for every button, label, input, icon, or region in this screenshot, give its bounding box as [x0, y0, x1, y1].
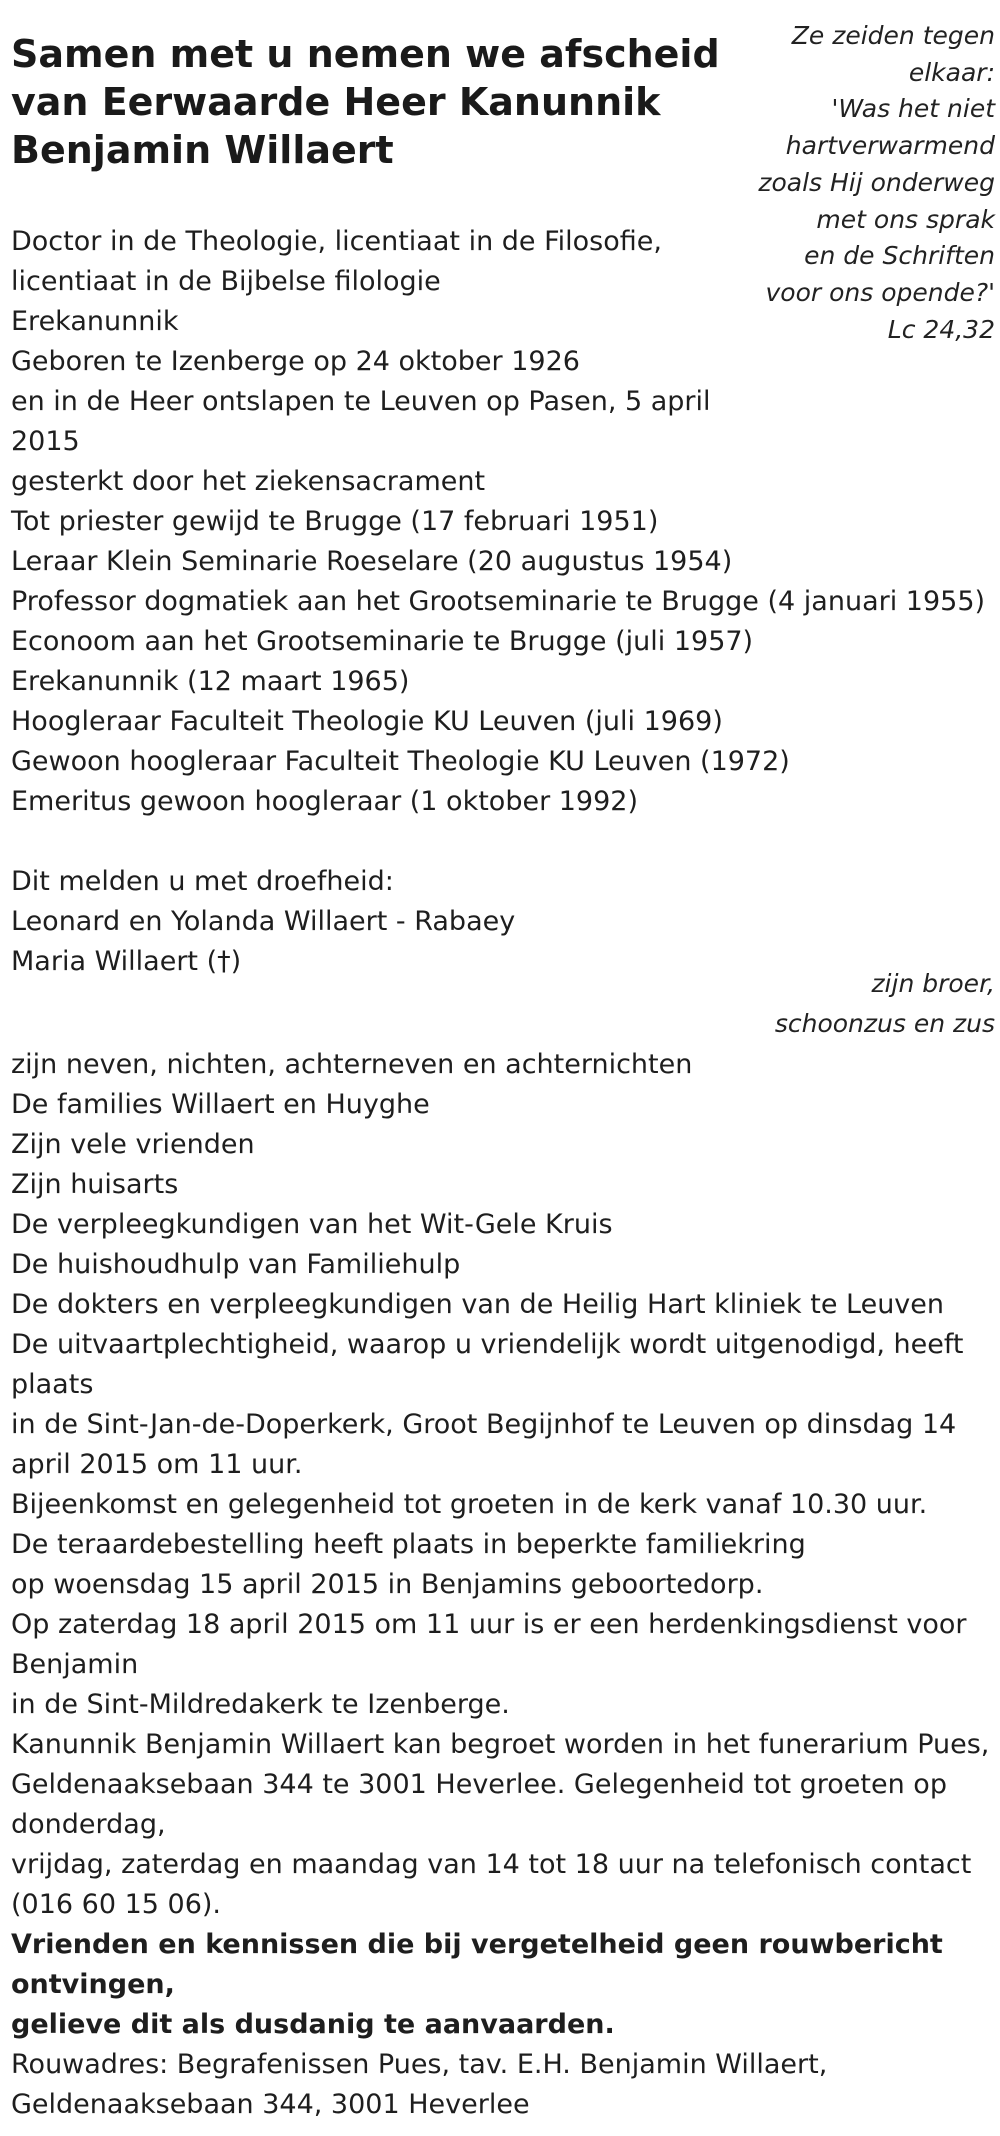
biography-line: Professor dogmatiek aan het Grootseminarie te Brugge (4 januari 1955): [11, 586, 986, 617]
biography-line: 2015: [11, 426, 80, 457]
closing-line: zijn neven, nichten, achterneven en achternichten: [11, 1049, 693, 1080]
closing-line: De dokters en verpleegkundigen van de Heilig Hart kliniek te Leuven: [11, 1289, 945, 1320]
quote-line: zoals Hij onderweg: [758, 167, 995, 197]
quote-reference: Lc 24,32: [887, 314, 995, 344]
biography-line: Doctor in de Theologie, licentiaat in de Filosofie,: [11, 226, 662, 257]
closing-line: Kanunnik Benjamin Willaert kan begroet worden in het funerarium Pues,: [11, 1729, 990, 1760]
closing-line: op woensdag 15 april 2015 in Benjamins geboortedorp.: [11, 1569, 764, 1600]
bible-quote: [665, 18, 995, 348]
closing-line: april 2015 om 11 uur.: [11, 1449, 303, 1480]
notice-line: gelieve dit als dusdanig te aanvaarden.: [11, 2009, 615, 2040]
closing-line: Zijn huisarts: [11, 1169, 179, 1200]
biography-line: Econoom aan het Grootseminarie te Brugge (juli 1957): [11, 626, 754, 657]
closing-line: Bijeenkomst en gelegenheid tot groeten in de kerk vanaf 10.30 uur.: [11, 1489, 928, 1520]
biography-line: gesterkt door het ziekensacrament: [11, 466, 486, 497]
closing-line: Geldenaaksebaan 344 te 3001 Heverlee. Gelegenheid tot groeten op: [11, 1769, 947, 1800]
notice-line: ontvingen,: [11, 1969, 175, 2000]
family-relation: [775, 964, 995, 1044]
biography-line: Emeritus gewoon hoogleraar (1 oktober 1992): [11, 786, 638, 817]
quote-line: met ons sprak: [816, 204, 995, 234]
title-line: Samen met u nemen we afscheid: [11, 32, 720, 76]
address-line: Rouwadres: Begrafenissen Pues, tav. E.H. Benjamin Willaert,: [11, 2049, 828, 2080]
closing-line: (016 60 15 06).: [11, 1889, 222, 1920]
closing-line: De uitvaartplechtigheid, waarop u vriendelijk wordt uitgenodigd, heeft: [11, 1329, 964, 1360]
closing-line: vrijdag, zaterdag en maandag van 14 tot 18 uur na telefonisch contact: [11, 1849, 972, 1880]
quote-line: 'Was het niet: [831, 94, 995, 124]
biography-line: Geboren te Izenberge op 24 oktober 1926: [11, 346, 580, 377]
closing-line: De families Willaert en Huyghe: [11, 1089, 430, 1120]
closing-line: donderdag,: [11, 1809, 166, 1840]
quote-line: elkaar:: [908, 57, 995, 87]
biography-line: Leraar Klein Seminarie Roeselare (20 augustus 1954): [11, 546, 733, 577]
relation-line: zijn broer,: [871, 969, 995, 998]
closing-line: Zijn vele vrienden: [11, 1129, 255, 1160]
page-title: [11, 30, 720, 174]
quote-line: Ze zeiden tegen: [791, 21, 995, 50]
closing-line: De huishoudhulp van Familiehulp: [11, 1249, 461, 1280]
notice-line: Vrienden en kennissen die bij vergetelheid geen rouwbericht: [11, 1929, 943, 1960]
closing-line: in de Sint-Mildredakerk te Izenberge.: [11, 1689, 510, 1720]
biography-line: en in de Heer ontslapen te Leuven op Pasen, 5 april: [11, 386, 711, 417]
biography-line: Gewoon hoogleraar Faculteit Theologie KU Leuven (1972): [11, 746, 790, 777]
announcement-intro: Dit melden u met droefheid:: [11, 866, 394, 897]
biography-line: Hoogleraar Faculteit Theologie KU Leuven (juli 1969): [11, 706, 723, 737]
title-line: Benjamin Willaert: [11, 128, 394, 172]
closing-line: Op zaterdag 18 april 2015 om 11 uur is er een herdenkingsdienst voor: [11, 1609, 967, 1640]
closing-line: Benjamin: [11, 1649, 139, 1680]
closing-line: De teraardebestelling heeft plaats in beperkte familiekring: [11, 1529, 806, 1560]
biography-line: Erekanunnik (12 maart 1965): [11, 666, 410, 697]
quote-line: en de Schriften: [804, 241, 995, 271]
family-line: Leonard en Yolanda Willaert - Rabaey: [11, 906, 516, 937]
closing-line: in de Sint-Jan-de-Doperkerk, Groot Begijnhof te Leuven op dinsdag 14: [11, 1409, 957, 1440]
closing-line: plaats: [11, 1369, 94, 1400]
biography-line: Erekanunnik: [11, 306, 179, 337]
biography-line: Tot priester gewijd te Brugge (17 februari 1951): [11, 506, 659, 537]
biography-line: licentiaat in de Bijbelse filologie: [11, 266, 441, 297]
quote-line: hartverwarmend: [785, 131, 995, 161]
closing-line: De verpleegkundigen van het Wit-Gele Kruis: [11, 1209, 613, 1240]
quote-line: voor ons opende?': [765, 277, 995, 307]
address-line: Geldenaaksebaan 344, 3001 Heverlee: [11, 2089, 530, 2120]
family-line: Maria Willaert (†): [11, 946, 242, 977]
title-line: van Eerwaarde Heer Kanunnik: [11, 80, 661, 124]
relation-line: schoonzus en zus: [774, 1009, 995, 1038]
